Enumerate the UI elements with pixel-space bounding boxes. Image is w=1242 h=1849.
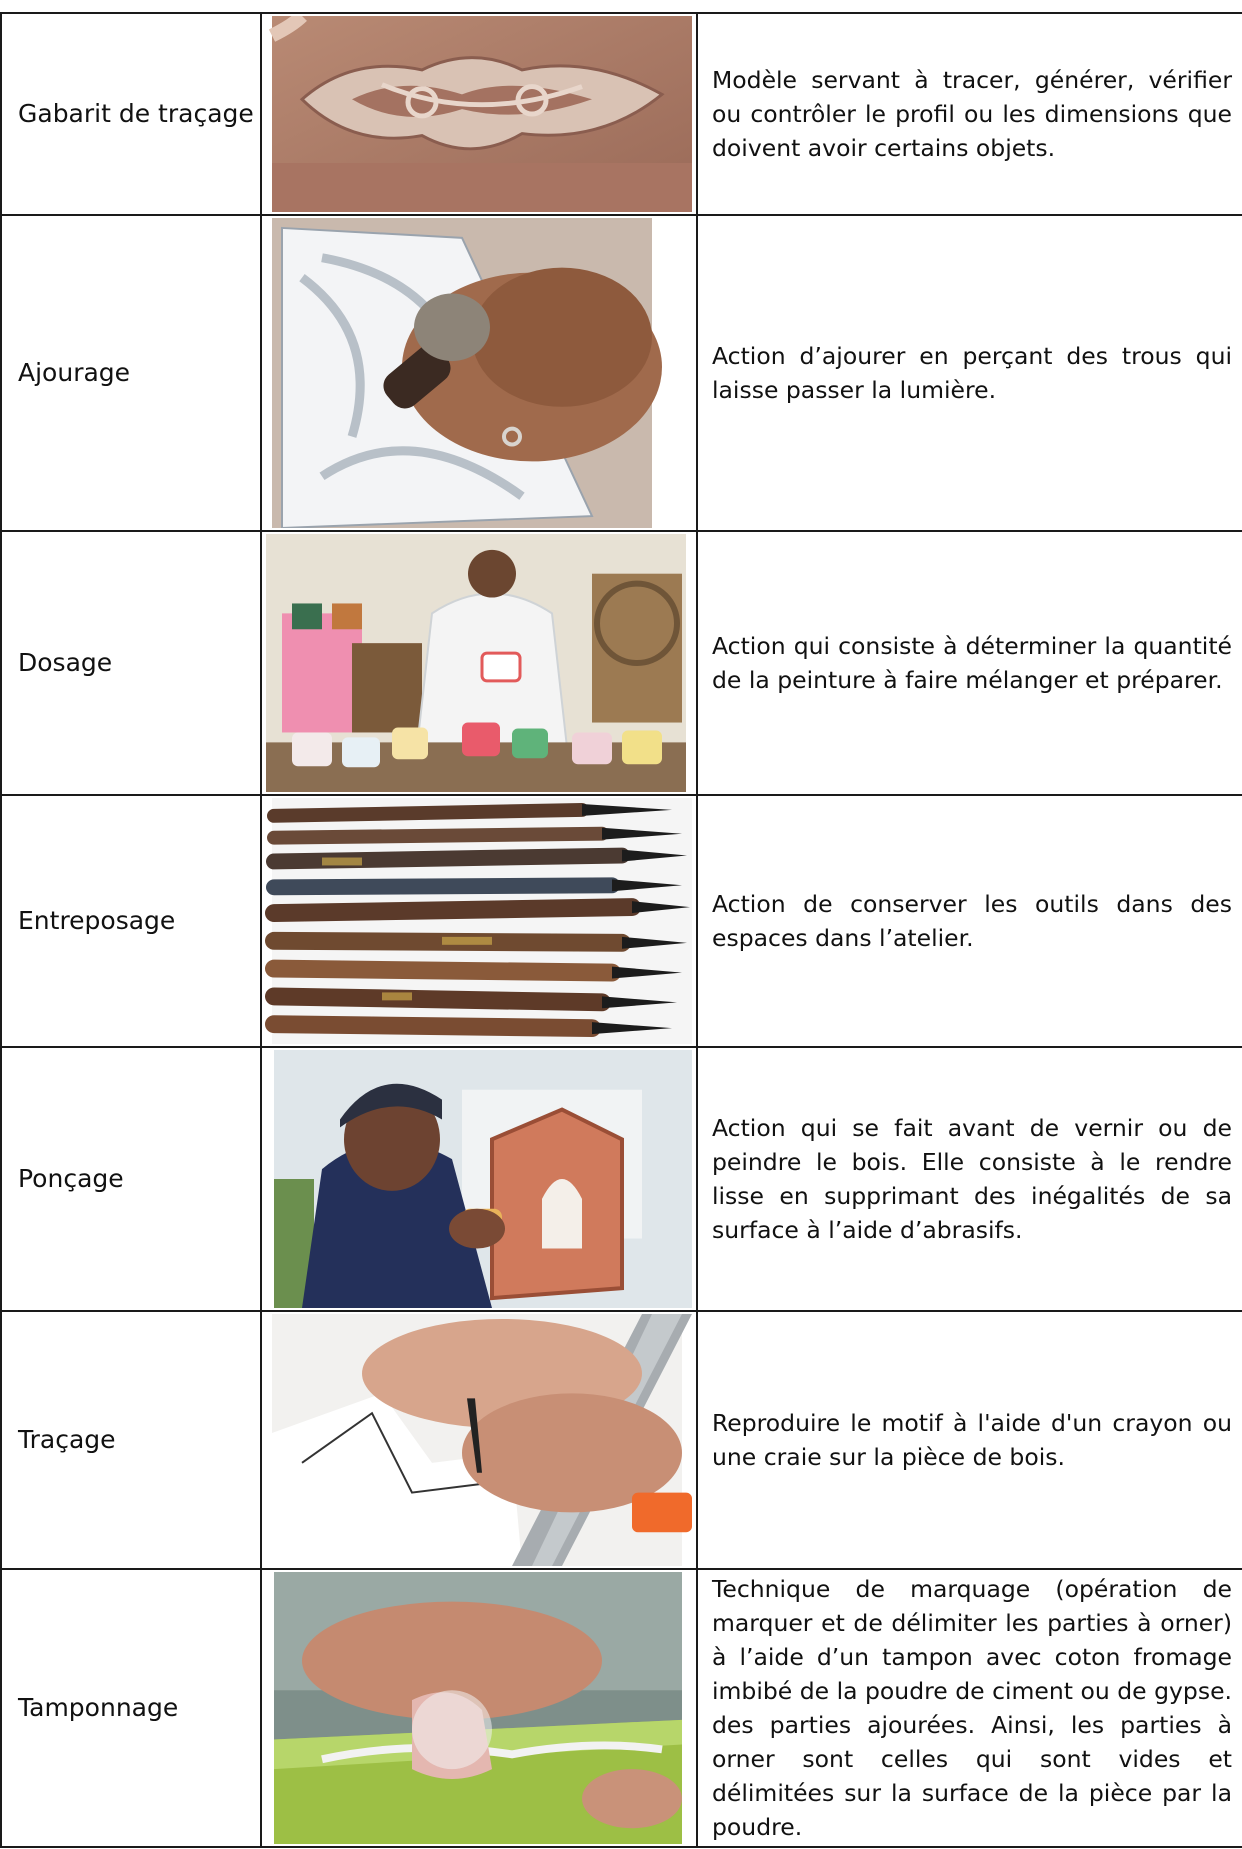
term-cell	[0, 532, 262, 794]
definition-cell	[696, 1048, 1242, 1310]
definition-cell	[696, 14, 1242, 214]
term-cell	[0, 1570, 262, 1846]
definition-text: Action qui consiste à déterminer la quantité de la peinture à faire mélanger et préparer.	[712, 631, 1232, 694]
definition-cell	[696, 216, 1242, 530]
powder-pad-marking-photo	[262, 1572, 692, 1844]
young-man-sanding-wood-photo	[262, 1050, 692, 1308]
term-label: Entreposage	[18, 905, 176, 935]
definition-text: Modèle servant à tracer, générer, vérifier ou contrôler le profil ou les dimensions que doivent avoir certains objets.	[712, 65, 1232, 163]
photo-cell	[262, 532, 696, 794]
term-label: Dosage	[18, 647, 113, 677]
pencil-tracing-with-ruler-photo	[262, 1314, 692, 1566]
definition-text: Action d’ajourer en perçant des trous qui laisse passer la lumière.	[712, 341, 1232, 404]
artisan-mixing-paint-photo	[262, 534, 692, 792]
table-row	[0, 214, 1242, 530]
photo-cell	[262, 1312, 696, 1568]
term-label: Ponçage	[18, 1163, 124, 1193]
photo-cell	[262, 796, 696, 1046]
term-cell	[0, 216, 262, 530]
wooden-stencil-template-photo	[262, 16, 692, 212]
definition-text: Reproduire le motif à l'aide d'un crayon ou une craie sur la pièce de bois.	[712, 1408, 1232, 1471]
definition-text: Action qui se fait avant de vernir ou de peindre le bois. Elle consiste à le rendre lisse en supprimant des inégalités de sa surface à l’aide d’abrasifs.	[712, 1113, 1232, 1245]
term-label: Tamponnage	[18, 1692, 179, 1722]
term-cell	[0, 796, 262, 1046]
paint-brushes-photo	[262, 798, 692, 1044]
table-row	[0, 1568, 1242, 1848]
table-row	[0, 1310, 1242, 1568]
term-label: Traçage	[18, 1424, 116, 1454]
definition-cell	[696, 1570, 1242, 1846]
definition-text: Action de conserver les outils dans des espaces dans l’atelier.	[712, 889, 1232, 952]
photo-cell	[262, 1048, 696, 1310]
hand-cutting-stencil-photo	[262, 218, 692, 528]
table-row	[0, 12, 1242, 214]
photo-cell	[262, 216, 696, 530]
definition-text: Technique de marquage (opération de marquer et de délimiter les parties à orner) à l’aide d’un tampon avec coton fromage imbibé de la poudre de ciment ou de gypse. des parties ajourées. Ainsi, les parties à orner sont celles qui sont vides et délimitées sur la surface de la pièce par la poudre.	[712, 1574, 1232, 1842]
glossary-table	[0, 12, 1242, 1848]
term-label: Ajourage	[18, 357, 131, 387]
definition-cell	[696, 1312, 1242, 1568]
term-cell	[0, 14, 262, 214]
table-row	[0, 794, 1242, 1046]
definition-cell	[696, 532, 1242, 794]
term-label: Gabarit de traçage	[18, 98, 254, 128]
term-cell	[0, 1048, 262, 1310]
table-row	[0, 1046, 1242, 1310]
photo-cell	[262, 14, 696, 214]
photo-cell	[262, 1570, 696, 1846]
table-row	[0, 530, 1242, 794]
definition-cell	[696, 796, 1242, 1046]
term-cell	[0, 1312, 262, 1568]
